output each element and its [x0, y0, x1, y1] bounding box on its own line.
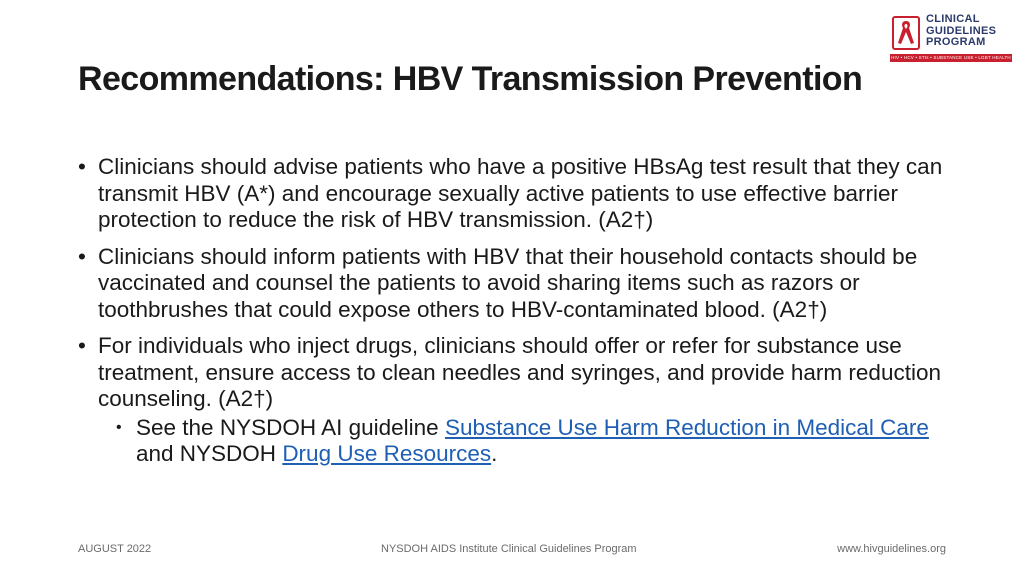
footer-website: www.hivguidelines.org [837, 543, 946, 555]
drug-use-resources-link[interactable]: Drug Use Resources [282, 441, 492, 466]
bullet-dot-icon: • [78, 154, 86, 179]
substance-use-harm-reduction-link[interactable]: Substance Use Harm Reduction in Medical Care [444, 414, 929, 440]
logo-line-3: PROGRAM [926, 36, 986, 48]
bullet-dot-icon: • [78, 333, 86, 358]
sub-bullet-middle: and NYSDOH [136, 441, 283, 466]
sub-bullet-suffix: . [491, 441, 498, 466]
bullet-text: For individuals who inject drugs, clinicians should offer or refer for substance use treatment, ensure access to clean needles and syringes, and provide harm reduction counseling. (A2†) [98, 333, 941, 411]
sub-bullet-item [78, 415, 958, 468]
sub-bullet-prefix: See the NYSDOH AI guideline [136, 414, 445, 440]
red-ribbon-icon [897, 19, 915, 45]
bullet-item [78, 333, 958, 413]
bullet-dot-icon: • [78, 243, 86, 269]
logo-line-1: CLINICAL [926, 13, 980, 25]
bullet-item [78, 154, 958, 234]
logo-line-2: GUIDELINES [926, 24, 997, 37]
sub-bullet-dot-icon: • [116, 418, 122, 436]
logo-tagline-strip: HIV • HCV • STIs • SUBSTANCE USE • LGBT HEALTH [891, 55, 1011, 60]
bullet-text: Clinicians should inform patients with HBV that their household contacts should be vaccinated and counsel the patients to avoid sharing items such as razors or toothbrushes that could expose others to HBV-contaminated blood. (A2†) [98, 243, 918, 322]
footer-program: NYSDOH AIDS Institute Clinical Guidelines Program [381, 543, 637, 555]
bullet-text: Clinicians should advise patients who have a positive HBsAg test result that they can transmit HBV (A*) and encourage sexually active patients to use effective barrier protection to reduce the risk of HBV transmission. (A2†) [98, 154, 943, 232]
footer-date: AUGUST 2022 [78, 543, 152, 555]
slide-title: Recommendations: HBV Transmission Prevention [78, 60, 863, 98]
slide-body [78, 154, 958, 468]
bullet-item [78, 244, 958, 324]
logo-wordmark [926, 14, 996, 49]
clinical-guidelines-program-logo [890, 14, 1012, 64]
